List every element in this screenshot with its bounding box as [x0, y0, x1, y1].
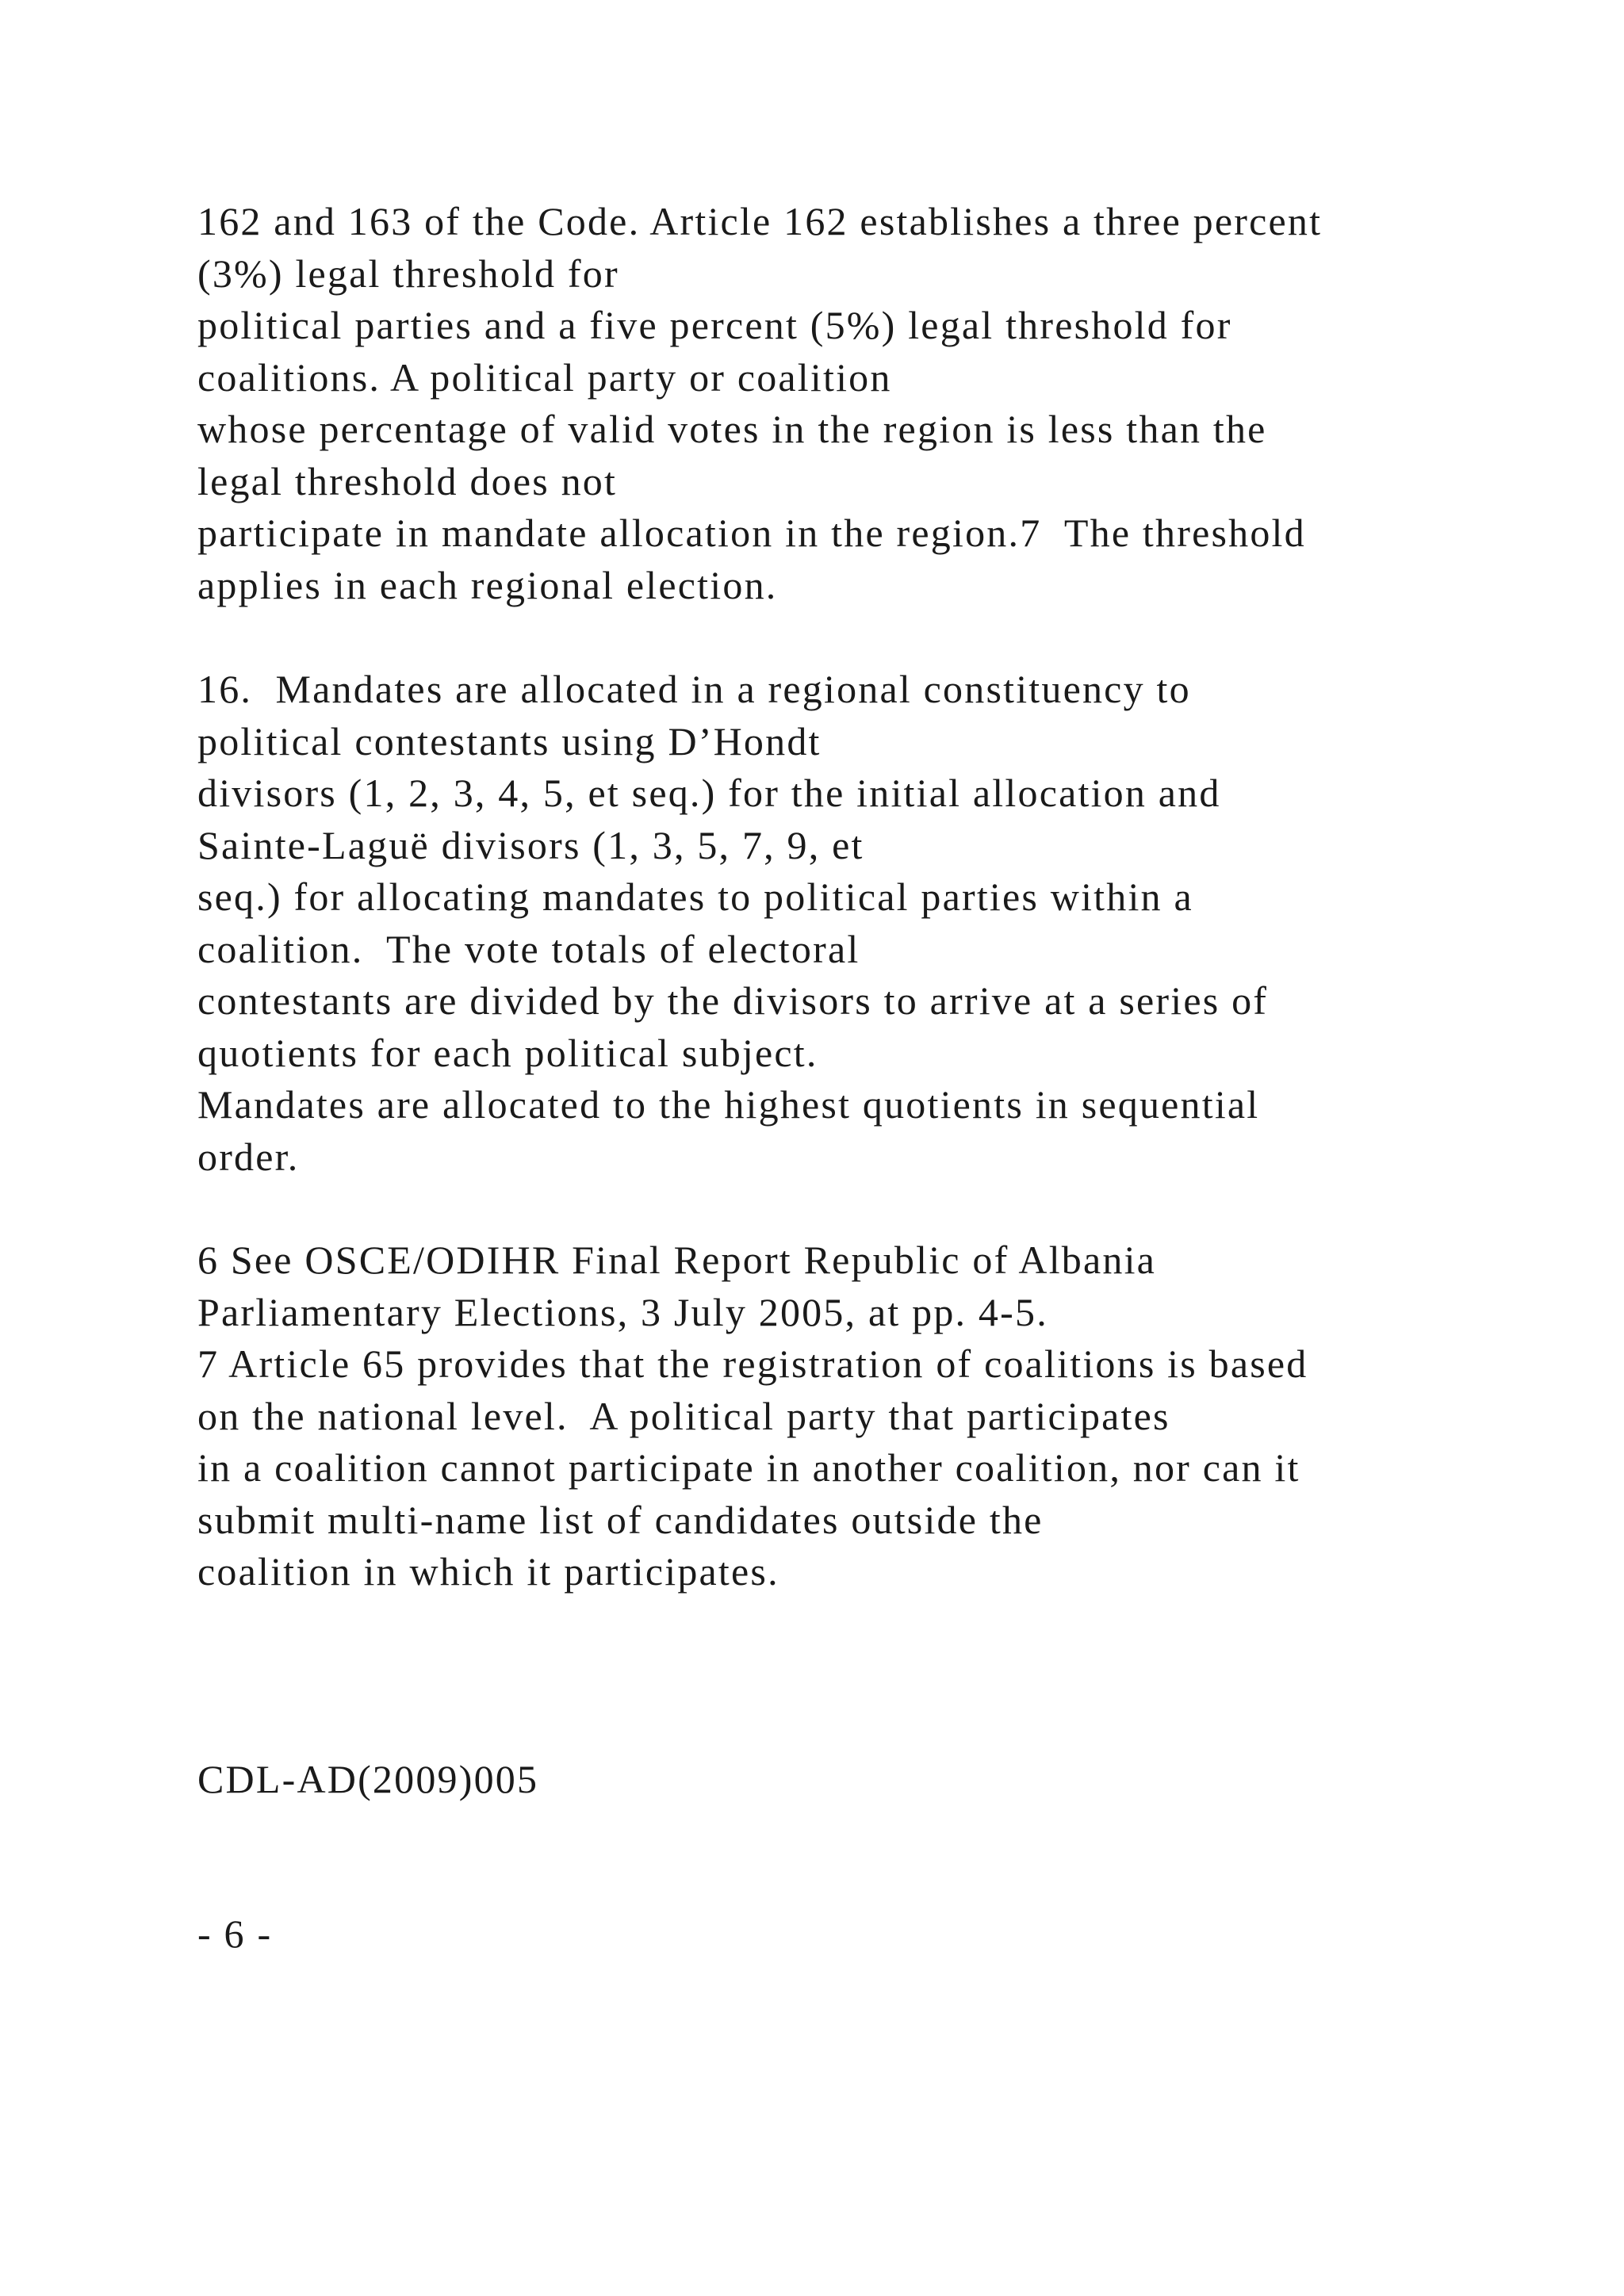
- text-line: contestants are divided by the divisors to arrive at a series of: [197, 978, 1269, 1023]
- paragraph-mandate-allocation: [197, 664, 1545, 1183]
- text-line: coalitions. A political party or coalition: [197, 354, 892, 400]
- text-line: legal threshold does not: [197, 458, 618, 503]
- paragraph-threshold: [197, 196, 1545, 611]
- footnote-line: 6 See OSCE/ODIHR Final Report Republic of Albania: [197, 1238, 1157, 1282]
- text-line: 162 and 163 of the Code. Article 162 establishes a three percent: [197, 199, 1323, 243]
- text-line: whose percentage of valid votes in the region is less than the: [197, 407, 1267, 451]
- footnote-line: submit multi-name list of candidates outside the: [197, 1497, 1044, 1542]
- text-line: Sainte-Laguë divisors (1, 3, 5, 7, 9, et: [197, 822, 864, 867]
- text-line: quotients for each political subject.: [197, 1030, 818, 1075]
- text-line: 16. Mandates are allocated in a regional constituency to: [197, 667, 1191, 711]
- footnote-line: in a coalition cannot participate in another coalition, nor can it: [197, 1445, 1300, 1490]
- text-line: divisors (1, 2, 3, 4, 5, et seq.) for the initial allocation and: [197, 771, 1221, 815]
- text-line: seq.) for allocating mandates to political parties within a: [197, 874, 1193, 919]
- text-line: applies in each regional election.: [197, 562, 778, 607]
- footnote-line: Parliamentary Elections, 3 July 2005, at pp. 4-5.: [197, 1289, 1048, 1334]
- footnotes: [197, 1234, 1545, 1598]
- text-line: political parties and a five percent (5%) legal threshold for: [197, 303, 1232, 347]
- footnote-line: on the national level. A political party that participates: [197, 1393, 1170, 1438]
- text-line: coalition. The vote totals of electoral: [197, 926, 860, 971]
- text-line: order.: [197, 1134, 300, 1179]
- footnote-line: coalition in which it participates.: [197, 1549, 779, 1594]
- text-line: participate in mandate allocation in the region.7 The threshold: [197, 511, 1306, 555]
- text-line: (3%) legal threshold for: [197, 251, 619, 296]
- page-number: [197, 1908, 1545, 1961]
- document-reference-text: CDL-AD(2009)005: [197, 1757, 539, 1801]
- text-line: Mandates are allocated to the highest quotients in sequential: [197, 1082, 1260, 1127]
- document-reference: [197, 1754, 1545, 1806]
- text-line: political contestants using D’Hondt: [197, 718, 822, 763]
- page-number-text: - 6 -: [197, 1911, 273, 1956]
- footnote-line: 7 Article 65 provides that the registration of coalitions is based: [197, 1341, 1308, 1386]
